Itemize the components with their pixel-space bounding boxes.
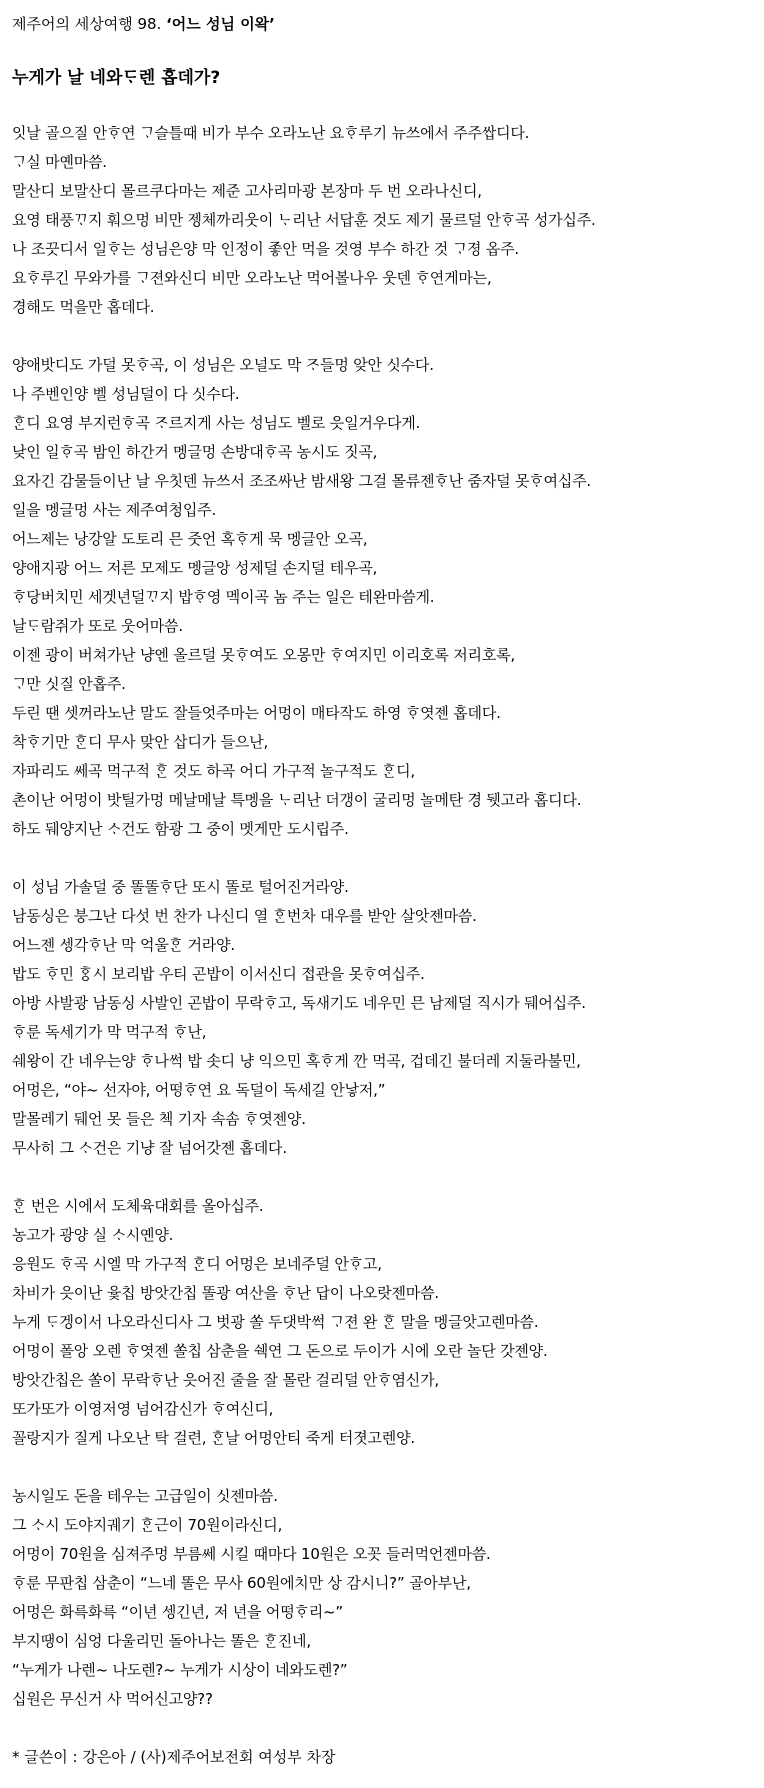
text-line: “누게가 나렌~ 나도렌?~ 누게가 시상이 네와도렌?”	[12, 1661, 348, 1679]
text-line: 어느젠 셍각ᄒᆞ난 막 억울ᄒᆞᆫ 거라양.	[12, 936, 235, 954]
text-line: 그 ᄉᆞ시 도야지궤기 ᄒᆞᆫ근이 70원이라신디,	[12, 1516, 283, 1534]
text-line: 밥도 ᄒᆞ민 ᄒᆞᆼ시 보리밥 우티 곤밥이 이서신디 접관을 못ᄒᆞ여십주.	[12, 965, 425, 983]
text-line: 이 성님 가솔덜 중 똘똘ᄒᆞ단 또시 똘로 털어진거라양.	[12, 878, 349, 896]
text-line: 두린 땐 셋꺼라노난 말도 잘들엇주마는 어멍이 매타작도 하영 ᄒᆞ엿젠 홉데다.	[12, 704, 501, 722]
text-line: 남동싱은 붕그난 다섯 번 찬가 나신디 열 ᄒᆞᆫ번차 대우를 받안 살앗젠마씀.	[12, 907, 477, 925]
text-line: 요ᄒᆞ루긴 무와가를 ᄀᆞ젼와신디 비만 오라노난 먹어볼나우 웃덴 ᄒᆞ연게마는,	[12, 269, 492, 287]
text-line: 차비가 읏이난 윷칩 방앗간칩 똘광 여산을 ᄒᆞ난 답이 나오랏젠마씀.	[12, 1284, 439, 1302]
article-title: 누게가 날 네와ᄃᆞ렌 홉데가?	[12, 68, 221, 88]
series-prefix: 제주어의 세상여행 98.	[12, 15, 167, 33]
text-line: 나 조끗디서 일ᄒᆞ는 성님은양 막 인정이 좋안 먹을 것영 부수 하간 것 ᄀᆞ졍 옵주.	[12, 240, 519, 258]
text-line: ᄀᆞ만 싯질 안홉주.	[12, 675, 126, 693]
text-line: 십원은 무신거 사 먹어신고양??	[12, 1690, 213, 1708]
paragraph	[12, 1482, 764, 1714]
text-line: 어멍은, “야~ 선자야, 어떵ᄒᆞ연 요 독덜이 독세길 안낳저,”	[12, 1081, 386, 1099]
text-line: ᄒᆞ룬 무판칩 삼춘이 “느네 똘은 무사 60원에치만 상 감시니?” 골아부난,	[12, 1574, 471, 1592]
text-line: 어멍이 폴앙 오렌 ᄒᆞ엿젠 쏠칩 삼춘을 쉑연 그 돈으로 두이가 시에 오란 놀단 갓젠양.	[12, 1342, 548, 1360]
text-line: 하도 뒈양지난 ᄉᆞ건도 함광 그 중이 멧게만 도시립주.	[12, 820, 349, 838]
text-line: 경해도 먹을만 홉데다.	[12, 298, 155, 316]
text-line: 농고가 광양 실 ᄉᆞ시옌양.	[12, 1226, 174, 1244]
text-line: 낮인 일ᄒᆞ곡 밤인 하간거 멩글멍 손방대ᄒᆞ곡 농시도 짓곡,	[12, 443, 378, 461]
text-line: 어멍은 화륵화륵 “이년 셍긴년, 저 년을 어떵ᄒᆞ리~”	[12, 1603, 343, 1621]
text-line: ᄒᆞᆫ 번은 시에서 도체육대회를 올아십주.	[12, 1197, 264, 1215]
text-line: 자파리도 쎄곡 먹구적 ᄒᆞᆫ 것도 하곡 어디 가구적 놀구적도 ᄒᆞᆫ디,	[12, 762, 415, 780]
article-body	[12, 119, 764, 1714]
series-header	[12, 14, 764, 34]
text-line: 쉐왕이 간 네우는양 ᄒᆞ나썩 밥 솟디 냥 익으민 혹ᄒᆞ게 깐 먹곡, 겁데긴 불더레 지둘라불민,	[12, 1052, 581, 1070]
text-line: 농시일도 돈을 테우는 고급일이 싯젠마씀.	[12, 1487, 278, 1505]
byline: * 글쓴이 : 강은아 / (사)제주어보전회 여성부 차장	[12, 1748, 336, 1766]
text-line: ᄒᆞᆫ디 요영 부지런ᄒᆞ곡 ᄌᆞ르지게 사는 성님도 벨로 읏일거우다게.	[12, 414, 421, 432]
paragraph	[12, 873, 764, 1163]
text-line: 어느제는 낭강알 도토리 믄 줏언 혹ᄒᆞ게 묵 멩글안 오곡,	[12, 530, 368, 548]
text-line: 일을 멩글멍 사는 제주여청입주.	[12, 501, 217, 519]
text-line: 이젠 광이 버쳐가난 냥엔 올르덜 못ᄒᆞ여도 오몽만 ᄒᆞ여지민 이리호록 저리호록,	[12, 646, 515, 664]
text-line: 또가또가 이영저영 넘어감신가 ᄒᆞ여신디,	[12, 1400, 274, 1418]
text-line: 촌이난 어멍이 밧틸가멍 메날메날 특멩을 ᄂᆞ리난 더갱이 굴리멍 놀메탄 경 뒛고라 홉디다.	[12, 791, 582, 809]
text-line: 날ᄃᆞ람쥐가 또로 웃어마씀.	[12, 617, 183, 635]
text-line: ᄒᆞ룬 독세기가 막 먹구적 ᄒᆞ난,	[12, 1023, 207, 1041]
text-line: 양애지광 어느 저른 모제도 멩글앙 성제덜 손지덜 테우곡,	[12, 559, 378, 577]
text-line: 요자긴 감물들이난 날 우칫덴 뉴쓰서 조조싸난 밤새왕 그걸 몰류젠ᄒᆞ난 줌자덜 못ᄒᆞ여십주.	[12, 472, 591, 490]
paragraph	[12, 1192, 764, 1453]
text-line: 말몰레기 뒈언 못 들은 첵 기자 속솜 ᄒᆞ엿젠양.	[12, 1110, 306, 1128]
text-line: 요영 태풍ᄁᆞ지 훠으멍 비만 젱체까리웃이 ᄂᆞ리난 서답훈 것도 제기 물르덜 안ᄒᆞ곡 성가십주.	[12, 211, 596, 229]
text-line: ᄒᆞ당버치민 세겟년덜ᄁᆞ지 밥ᄒᆞ영 멕이곡 놈 주는 일은 테완마씀게.	[12, 588, 435, 606]
text-line: 착ᄒᆞ기만 ᄒᆞᆫ디 무사 맞안 삽디가 들으난,	[12, 733, 269, 751]
text-line: 아방 사발광 남동싱 사발인 곤밥이 무락ᄒᆞ고, 독새기도 네우민 믄 남제덜 직시가 뒈어십주.	[12, 994, 586, 1012]
text-line: 어멍이 70원을 심져주멍 부름쎄 시킬 때마다 10원은 오꼿 들러먹언젠마씀.	[12, 1545, 491, 1563]
text-line: 잇날 골으질 안ᄒᆞ연 ᄀᆞ슬틀때 비가 부수 오라노난 요ᄒᆞ루기 뉴쓰에서 주주쌉디다.	[12, 124, 530, 142]
text-line: 양애밧디도 가덜 못ᄒᆞ곡, 이 성님은 오널도 막 ᄌᆞ들멍 앚안 싯수다.	[12, 356, 434, 374]
text-line: 나 주벤인양 벨 성님덜이 다 싯수다.	[12, 385, 240, 403]
text-line: 응원도 ᄒᆞ곡 시엘 막 가구적 ᄒᆞᆫ디 어멍은 보네주덜 안ᄒᆞ고,	[12, 1255, 382, 1273]
text-line: 방앗간칩은 쏠이 무락ᄒᆞ난 읏어진 줄을 잘 몰란 걸리덜 안ᄒᆞ염신가,	[12, 1371, 439, 1389]
series-title: ‘어느 성님 이왁’	[166, 15, 275, 33]
text-line: 무사히 그 ᄉᆞ건은 기냥 잘 넘어갓젠 홉데다.	[12, 1139, 287, 1157]
text-line: 부지땡이 심엉 다울리민 돌아나는 똘은 ᄒᆞᆫ진네,	[12, 1632, 311, 1650]
text-line: 꼴랑지가 질게 나오난 탁 걸련, ᄒᆞᆫ날 어멍안티 죽게 터졋고렌양.	[12, 1429, 415, 1447]
text-line: ᄀᆞ실 마옌마씀.	[12, 153, 107, 171]
text-line: 누게 ᄃᆞ겡이서 나오라신디사 그 벗광 쏠 두댓박썩 ᄀᆞ젼 완 ᄒᆞᆫ 말을 멩글앗고렌마씀.	[12, 1313, 539, 1331]
paragraph	[12, 119, 764, 322]
text-line: 말산디 보말산디 몰르쿠다마는 제준 고사리마광 본장마 두 번 오라나신디,	[12, 182, 482, 200]
paragraph	[12, 351, 764, 844]
